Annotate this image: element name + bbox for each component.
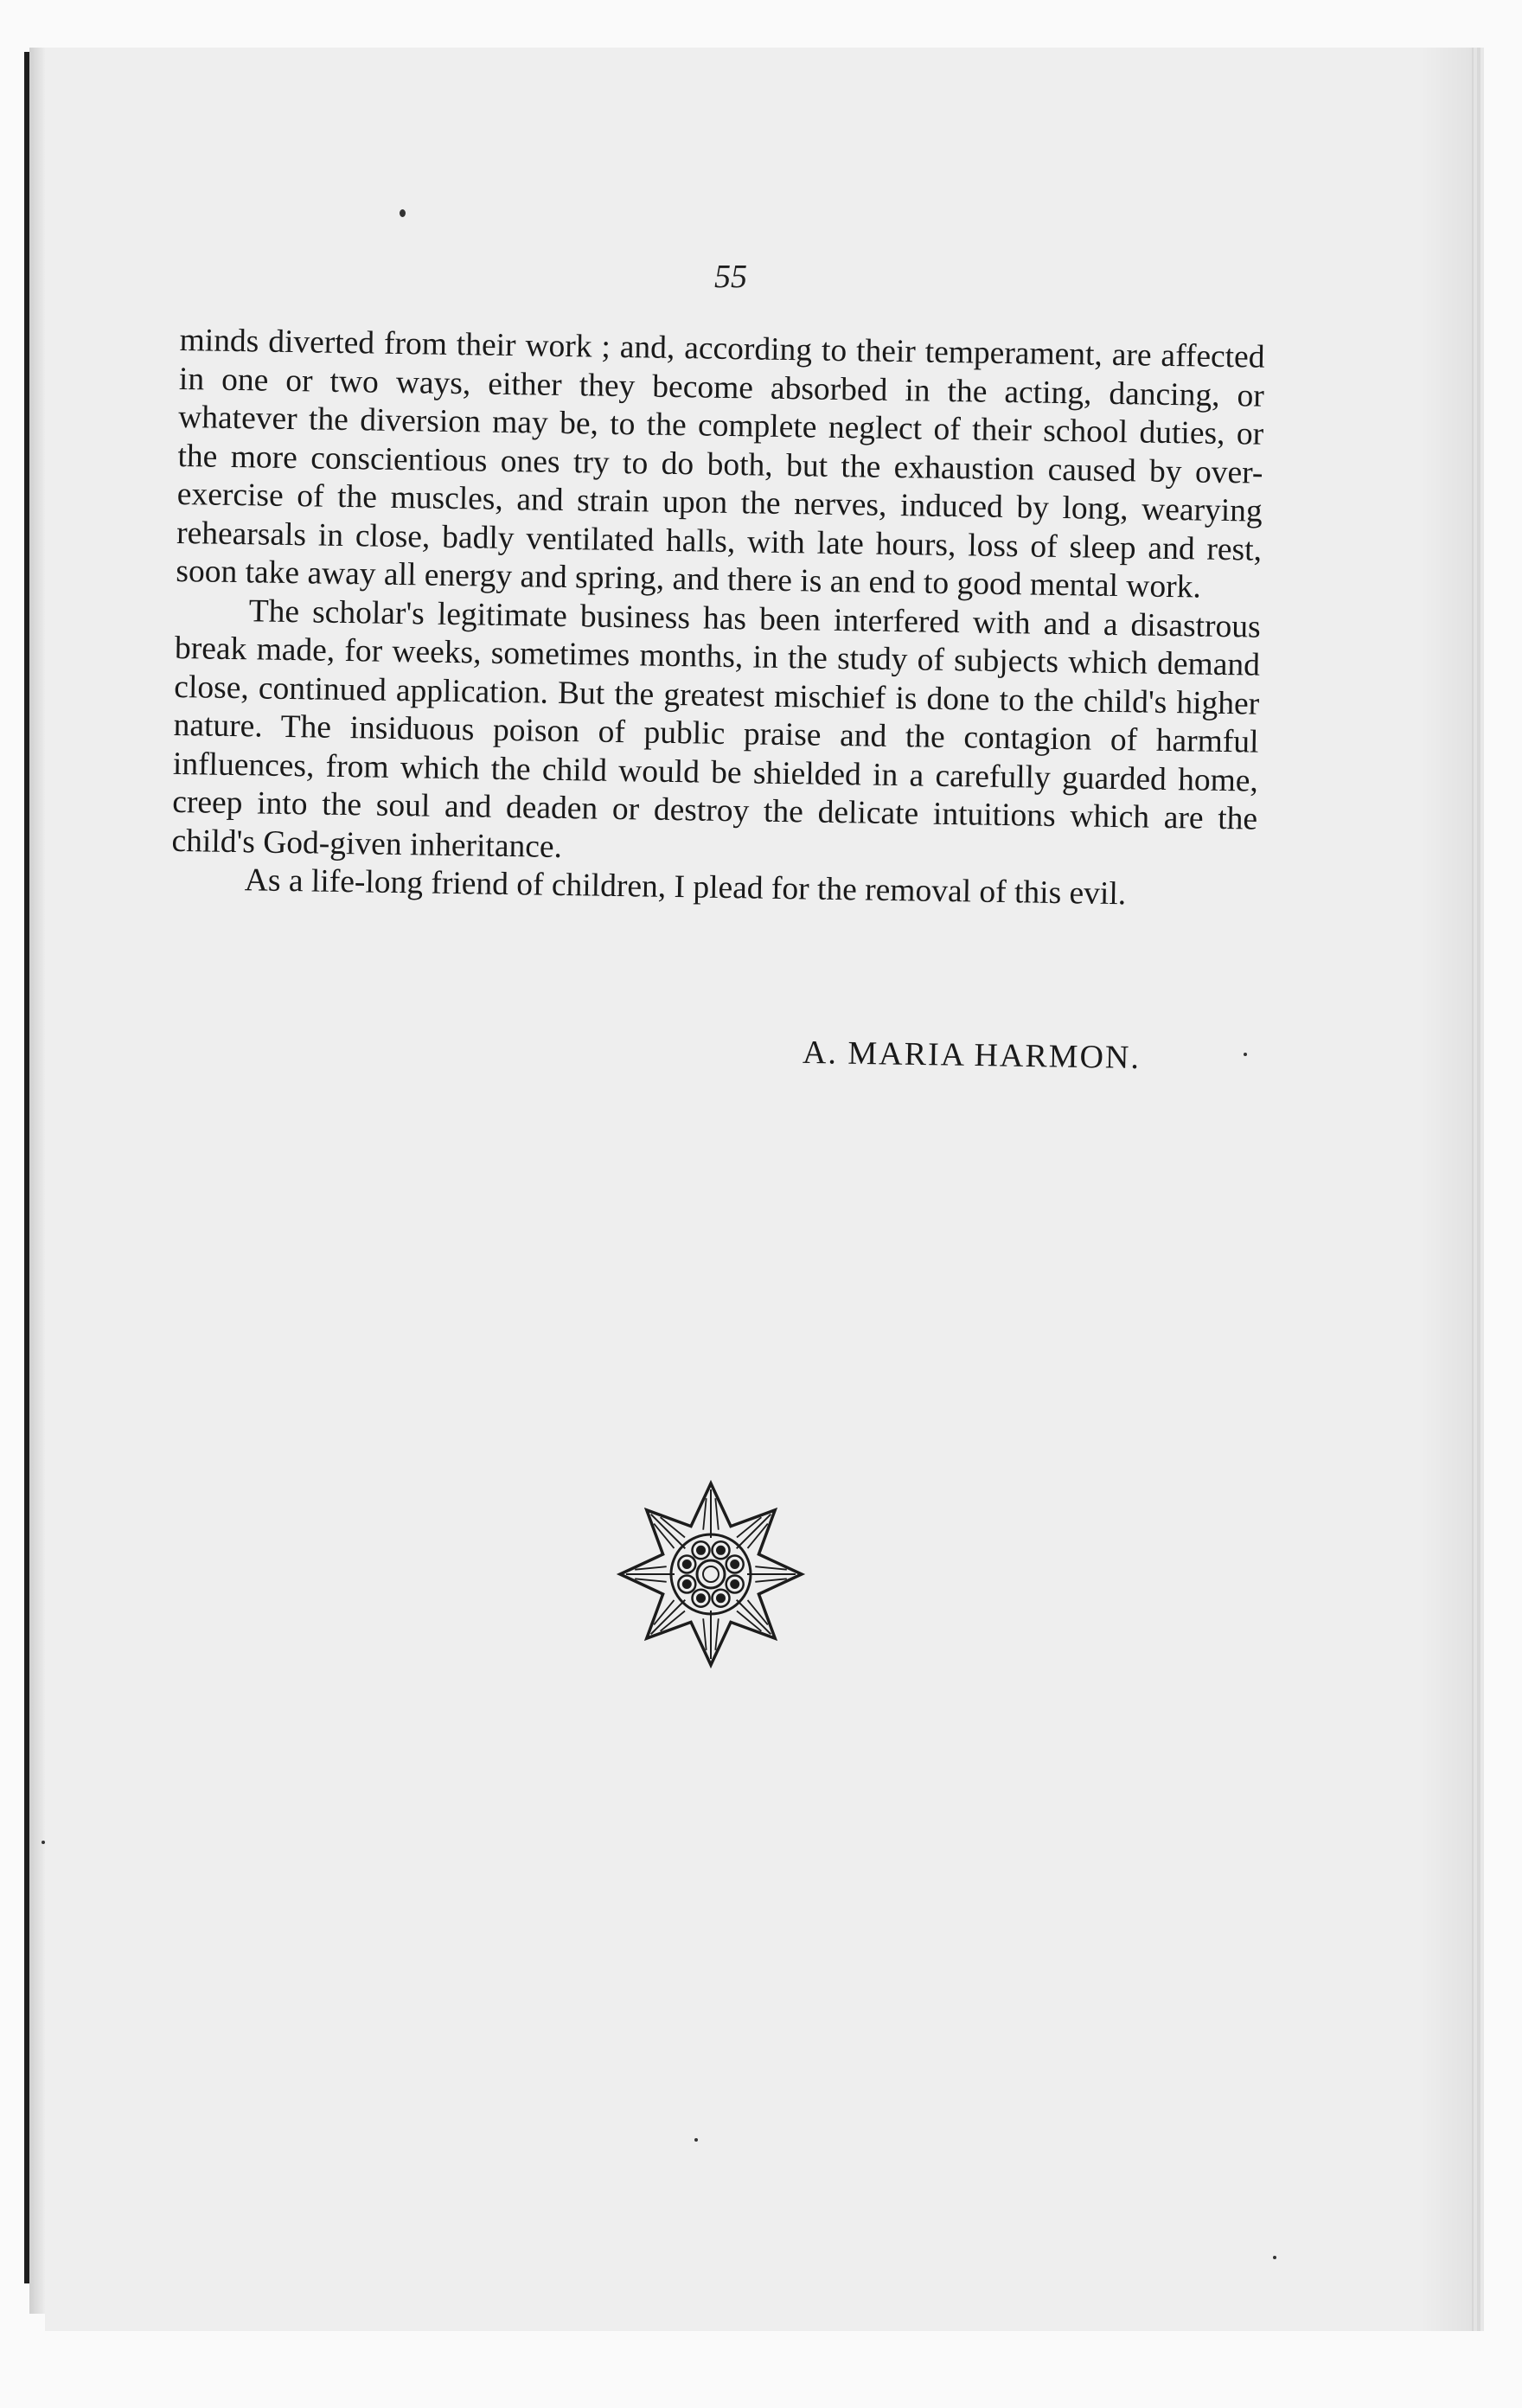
ornament-stroke <box>703 1566 719 1582</box>
ornament-stroke <box>755 1566 787 1570</box>
ornament-stroke <box>683 1561 690 1568</box>
page-number: 55 <box>714 259 747 295</box>
previous-page-edge <box>29 48 45 2314</box>
ornament-stroke <box>698 1595 705 1602</box>
page-edge-shade <box>1420 48 1472 2331</box>
book-spine <box>24 52 29 2283</box>
scan-speck <box>694 2138 698 2142</box>
ornament-stroke <box>755 1579 787 1582</box>
paragraph-1: minds diverted from their work ; and, according to their temperament, are affected in one or two ways, either they become absorbed in the acting, dancing, or whatever the diversion may be, to the complete neglect of their school duties, or the more conscientious ones try to do both, but the exhaustion caused by over-exercise of the muscles, and strain upon the nerves, induced by long, wearying rehearsals in close, badly ventilated halls, with late hours, loss of sleep and rest, soon take away all energy and spring, and there is an end to good mental work. <box>176 322 1265 605</box>
paragraph-3: As a life-long friend of children, I plead for the removal of this evil. <box>244 862 1127 913</box>
ornament-stroke <box>697 1560 725 1588</box>
ornament-stroke <box>715 1498 719 1530</box>
ornament-stroke <box>698 1547 705 1553</box>
floral-ornament-icon <box>616 1477 806 1672</box>
ornament-stroke <box>703 1498 707 1530</box>
body-text <box>171 322 1265 916</box>
ornament-stroke <box>718 1595 725 1602</box>
scan-speck <box>42 1841 45 1844</box>
author-signature: A. MARIA HARMON. <box>802 1034 1142 1077</box>
scan-speck <box>1244 1053 1247 1056</box>
scan-speck <box>1273 2256 1276 2259</box>
ornament-stroke <box>671 1534 751 1614</box>
ornament-stroke <box>732 1581 739 1588</box>
ornament-stroke <box>683 1581 690 1588</box>
paragraph-2: The scholar's legitimate business has been interfered with and a disastrous break made, for weeks, sometimes months, in the study of subjects which demand close, continued application. But the greatest mischief is done to the child's higher nature. The insiduous poison of public praise and the contagion of harmful influences, from which the child would be shielded in a carefully guarded home, creep into the soul and deaden or destroy the delicate intuitions which are the child's God-given inheritance. <box>171 592 1261 865</box>
ornament-stroke <box>635 1566 667 1570</box>
ornament-stroke <box>732 1561 739 1568</box>
ornament-stroke <box>703 1618 707 1650</box>
scan-speck <box>400 209 406 217</box>
ornament-stroke <box>715 1618 719 1650</box>
ornament-stroke <box>718 1547 725 1553</box>
ornament-stroke <box>635 1579 667 1582</box>
